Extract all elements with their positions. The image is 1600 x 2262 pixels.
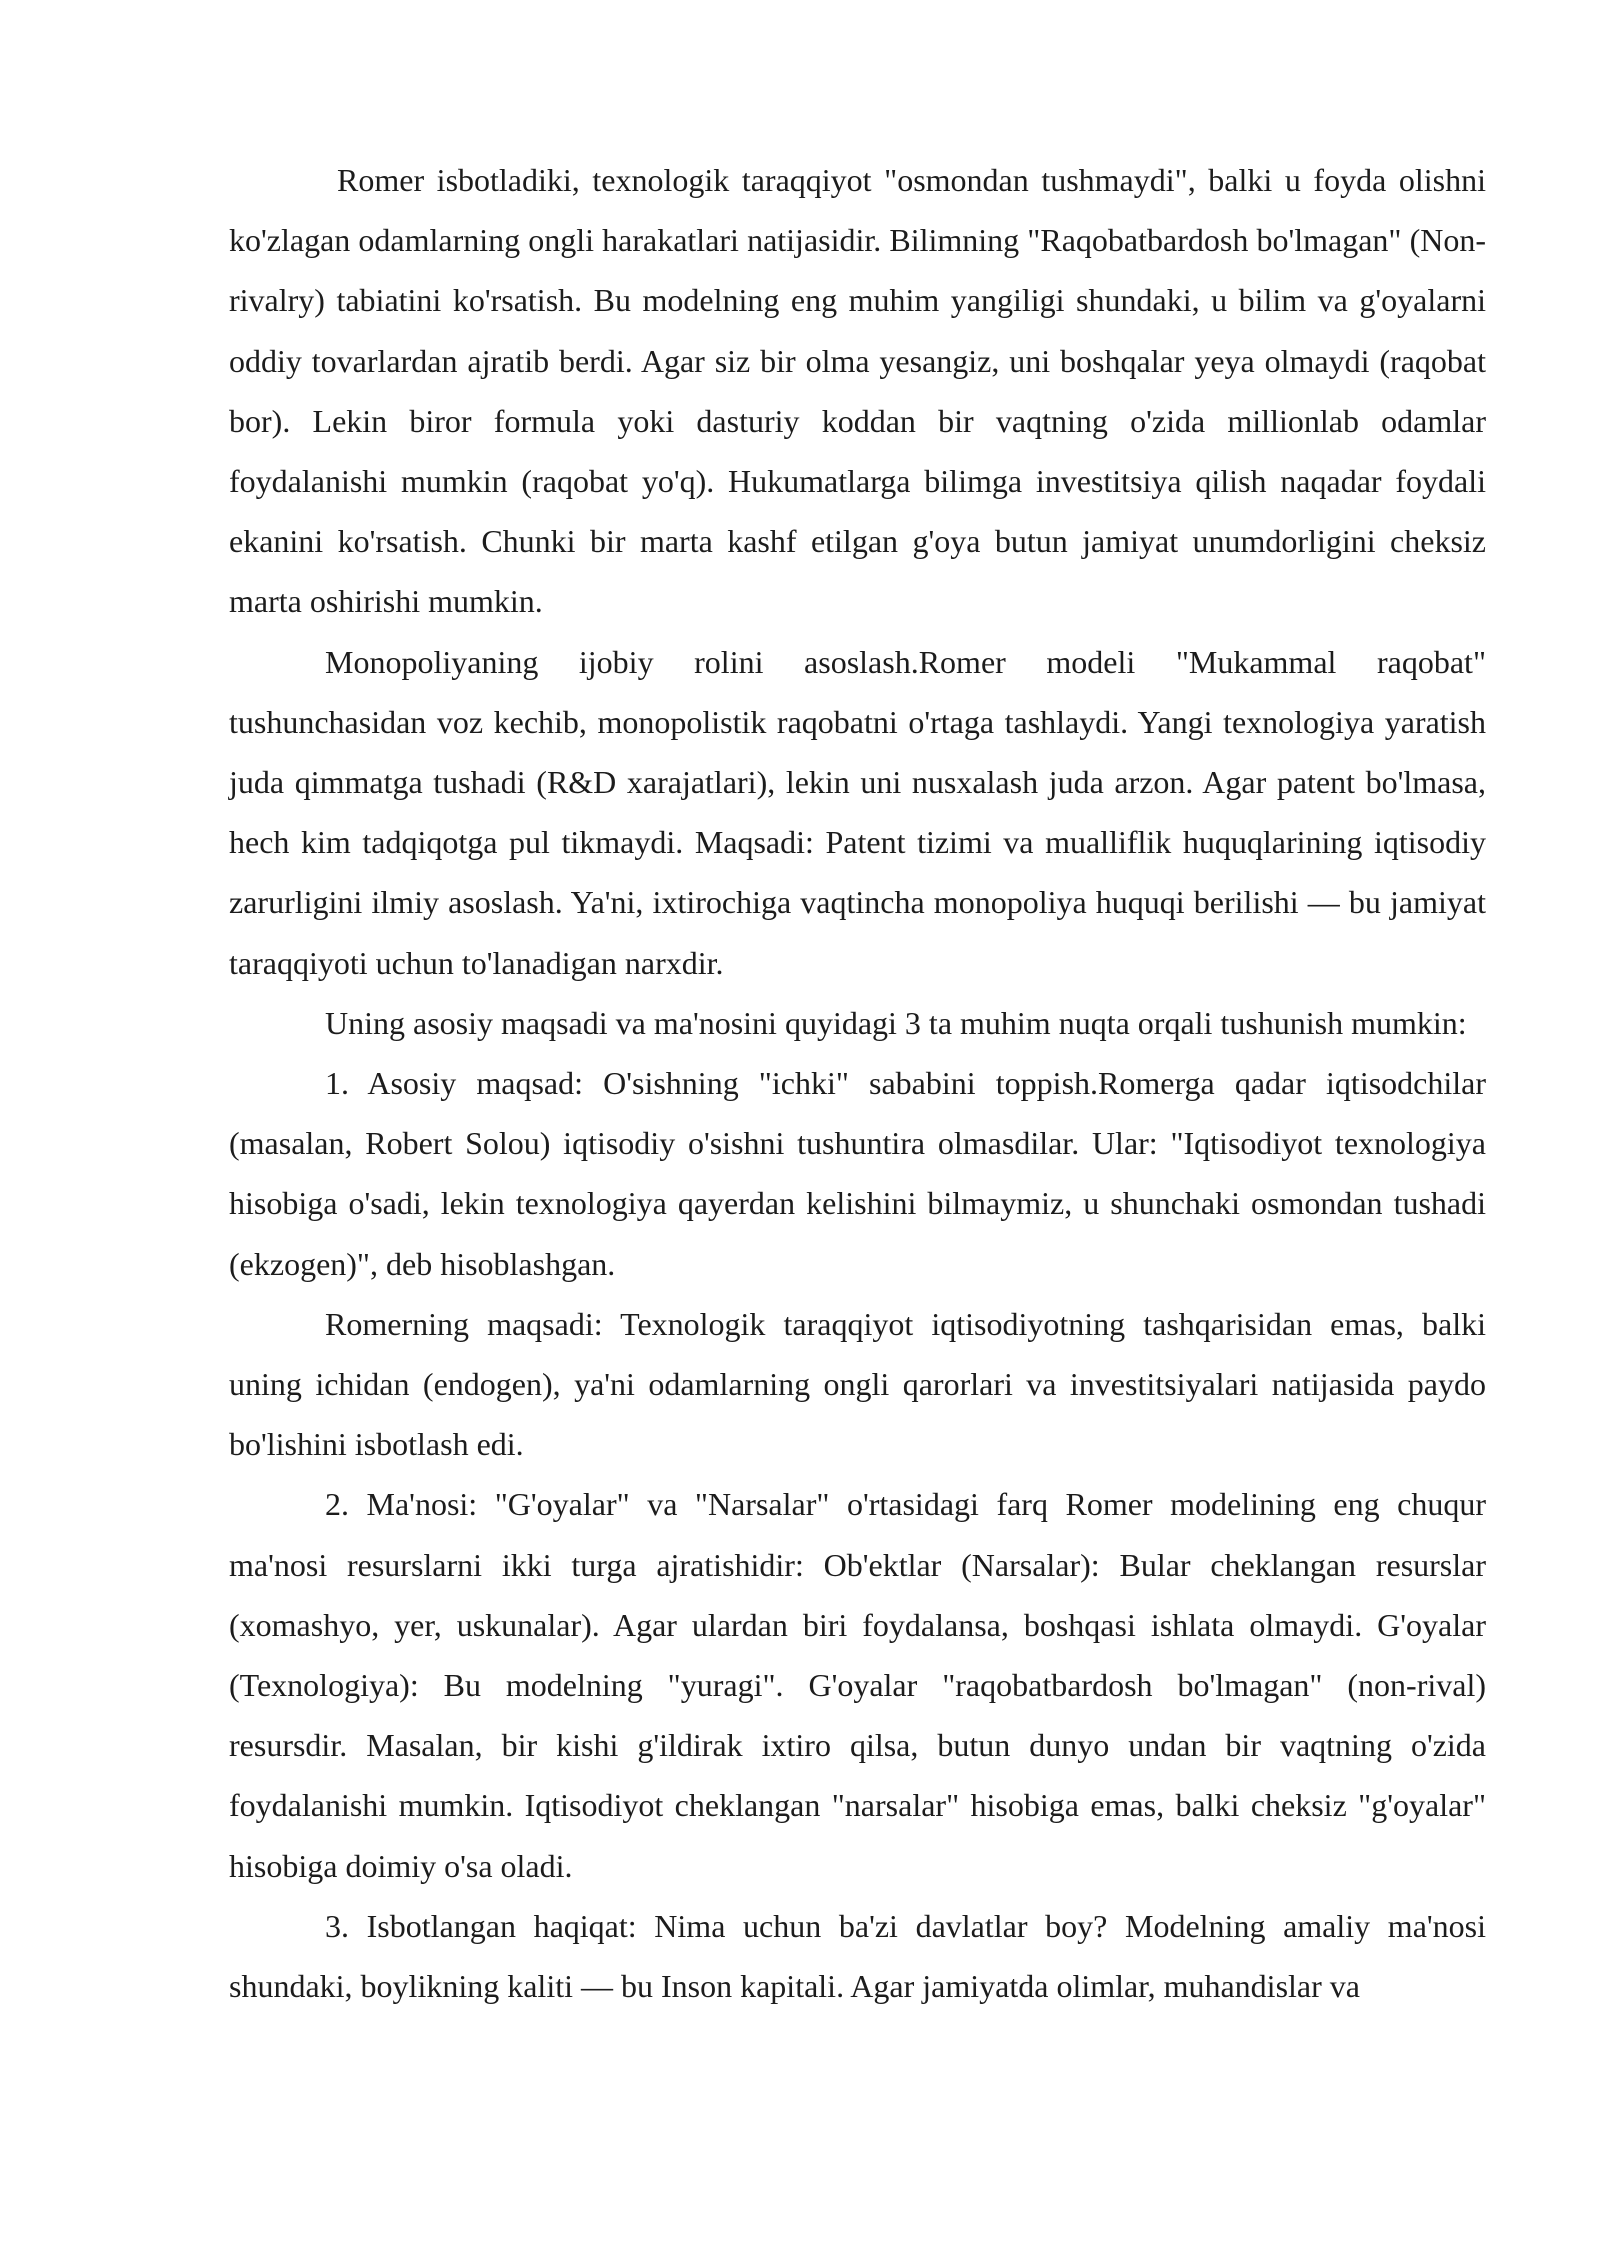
paragraph-romer-goal: Romerning maqsadi: Texnologik taraqqiyot iqtisodiyotning tashqarisidan emas, balki uning ichidan (endogen), ya'ni odamlarning ongli qarorlari va investitsiyalari natijasida paydo bo'lishini isbotlash edi. [229,1305,1486,1463]
paragraph-point-3-proven-fact: 3. Isbotlangan haqiqat: Nima uchun ba'zi davlatlar boy? Modelning amaliy ma'nosi shundaki, boylikning kaliti — bu Inson kapitali. Agar jamiyatda olimlar, muhandislar va [229,1907,1486,2005]
document-body [229,150,1486,2016]
paragraph-romer-non-rivalry: Romer isbotladiki, texnologik taraqqiyot "osmondan tushmaydi", balki u foyda olishni ko'zlagan odamlarning ongli harakatlari natijasidir. Bilimning "Raqobatbardosh bo'lmagan" (Non-rivalry) tabiatini ko'rsatish. Bu modelning eng muhim yangiligi shundaki, u bilim va g'oyalarni oddiy tovarlardan ajratib berdi. Agar siz bir olma yesangiz, uni boshqalar yeya olmaydi (raqobat bor). Lekin biror formula yoki dasturiy koddan bir vaqtning o'zida millionlab odamlar foydalanishi mumkin (raqobat yo'q). Hukumatlarga bilimga investitsiya qilish naqadar foydali ekanini ko'rsatish. Chunki bir marta kashf etilgan g'oya butun jamiyat unumdorligini cheksiz marta oshirishi mumkin. [229,162,1486,620]
paragraph-monopoly-role: Monopoliyaning ijobiy rolini asoslash.Romer modeli "Mukammal raqobat" tushunchasidan voz kechib, monopolistik raqobatni o'rtaga tashlaydi. Yangi texnologiya yaratish juda qimmatga tushadi (R&D xarajatlari), lekin uni nusxalash juda arzon. Agar patent bo'lmasa, hech kim tadqiqotga pul tikmaydi. Maqsadi: Patent tizimi va mualliflik huquqlarining iqtisodiy zarurligini ilmiy asoslash. Ya'ni, ixtirochiga vaqtincha monopoliya huquqi berilishi — bu jamiyat taraqqiyoti uchun to'lanadigan narxdir. [229,643,1486,981]
paragraph-point-1-main-goal: 1. Asosiy maqsad: O'sishning "ichki" sababini toppish.Romerga qadar iqtisodchilar (masalan, Robert Solou) iqtisodiy o'sishni tushuntira olmasdilar. Ular: "Iqtisodiyot texnologiya hisobiga o'sadi, lekin texnologiya qayerdan kelishini bilmaymiz, u shunchaki osmondan tushadi (ekzogen)", deb hisoblashgan. [229,1065,1486,1282]
paragraph-point-2-meaning: 2. Ma'nosi: "G'oyalar" va "Narsalar" o'rtasidagi farq Romer modelining eng chuqur ma'nosi resurslarni ikki turga ajratishidir: Ob'ektlar (Narsalar): Bular cheklangan resurslar (xomashyo, yer, uskunalar). Agar ulardan biri foydalansa, boshqasi ishlata olmaydi. G'oyalar (Texnologiya): Bu modelning "yuragi". G'oyalar "raqobatbardosh bo'lmagan" (non-rival) resursdir. Masalan, bir kishi g'ildirak ixtiro qilsa, butun dunyo undan bir vaqtning o'zida foydalanishi mumkin. Iqtisodiyot cheklangan "narsalar" hisobiga emas, balki cheksiz "g'oyalar" hisobiga doimiy o'sa oladi. [229,1486,1486,1884]
paragraph-three-points-intro: Uning asosiy maqsadi va ma'nosini quyidagi 3 ta muhim nuqta orqali tushunish mumkin: [325,1004,1467,1041]
